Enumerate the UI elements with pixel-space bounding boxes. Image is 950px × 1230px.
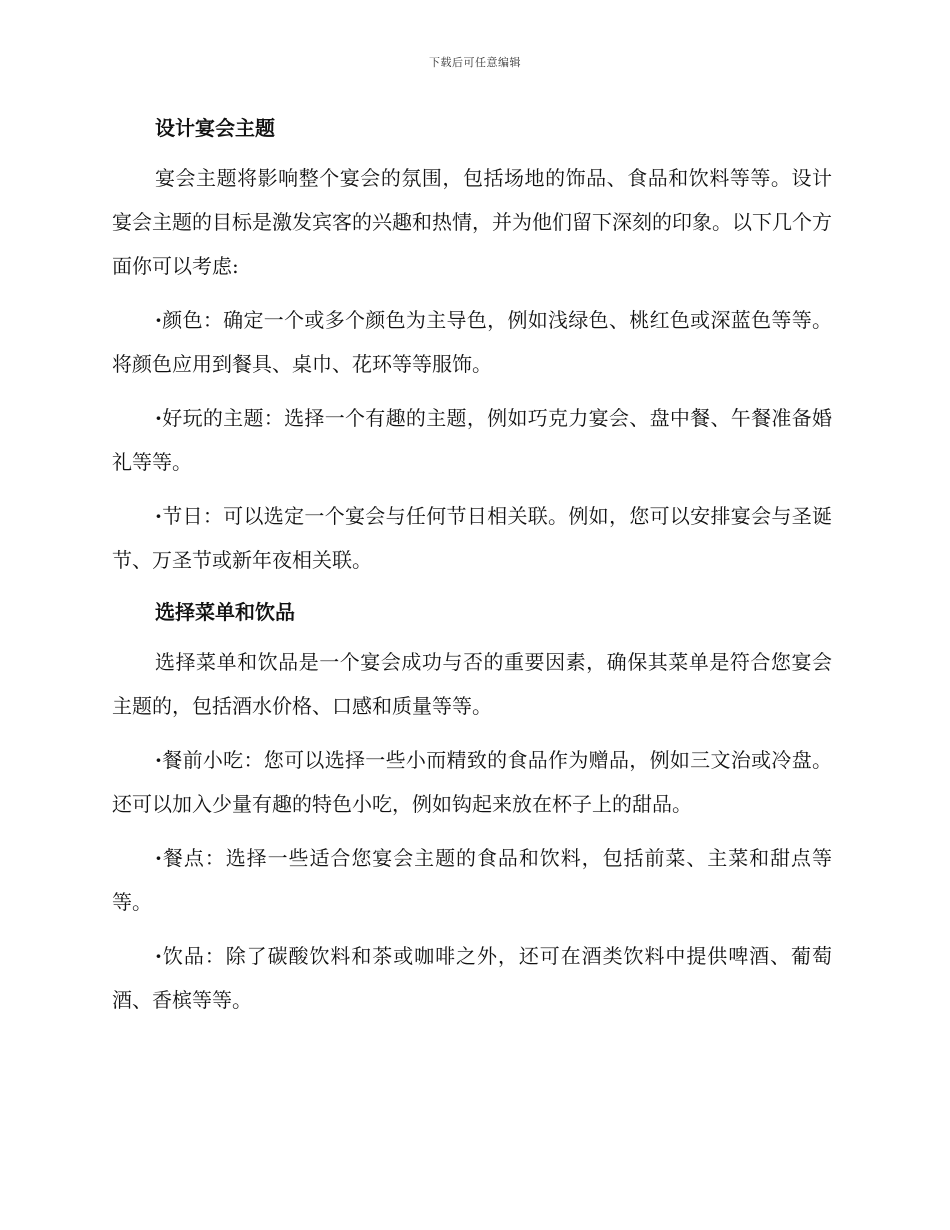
bullet-item [112, 934, 832, 1022]
bullet-item [112, 396, 832, 484]
bullet-marker: · [155, 406, 162, 430]
section-heading: 设计宴会主题 [155, 116, 275, 140]
bullet-text: 好玩的主题：选择一个有趣的主题，例如巧克力宴会、盘中餐、午餐准备婚礼等等。 [112, 406, 832, 474]
section-intro-paragraph: 宴会主题将影响整个宴会的氛围，包括场地的饰品、食品和饮料等等。设计宴会主题的目标是激发宾客的兴趣和热情，并为他们留下深刻的印象。以下几个方面你可以考虑: [112, 166, 832, 278]
bullet-item [112, 494, 832, 582]
section-design-theme [112, 108, 832, 582]
bullet-marker: · [155, 944, 162, 968]
page-header-note: 下载后可任意编辑 [429, 56, 521, 69]
bullet-text: 餐前小吃：您可以选择一些小而精致的食品作为赠品，例如三文治或冷盘。还可以加入少量有趣的特色小吃，例如钩起来放在杯子上的甜品。 [112, 748, 832, 816]
bullet-text: 餐点：选择一些适合您宴会主题的食品和饮料，包括前菜、主菜和甜点等等。 [112, 846, 832, 914]
bullet-item [112, 738, 832, 826]
section-menu-drinks [112, 592, 832, 1022]
bullet-text: 颜色：确定一个或多个颜色为主导色，例如浅绿色、桃红色或深蓝色等等。将颜色应用到餐具、桌巾、花环等等服饰。 [112, 308, 832, 376]
bullet-item [112, 836, 832, 924]
bullet-marker: · [155, 846, 162, 870]
bullet-marker: · [155, 748, 162, 772]
bullet-text: 节日：可以选定一个宴会与任何节日相关联。例如，您可以安排宴会与圣诞节、万圣节或新年夜相关联。 [112, 504, 832, 572]
bullet-marker: · [155, 308, 162, 332]
section-heading: 选择菜单和饮品 [155, 600, 295, 624]
bullet-marker: · [155, 504, 162, 528]
section-intro-paragraph: 选择菜单和饮品是一个宴会成功与否的重要因素，确保其菜单是符合您宴会主题的，包括酒水价格、口感和质量等等。 [112, 650, 832, 718]
bullet-item [112, 298, 832, 386]
document-body [112, 108, 832, 1032]
bullet-text: 饮品：除了碳酸饮料和茶或咖啡之外，还可在酒类饮料中提供啤酒、葡萄酒、香槟等等。 [112, 944, 832, 1012]
